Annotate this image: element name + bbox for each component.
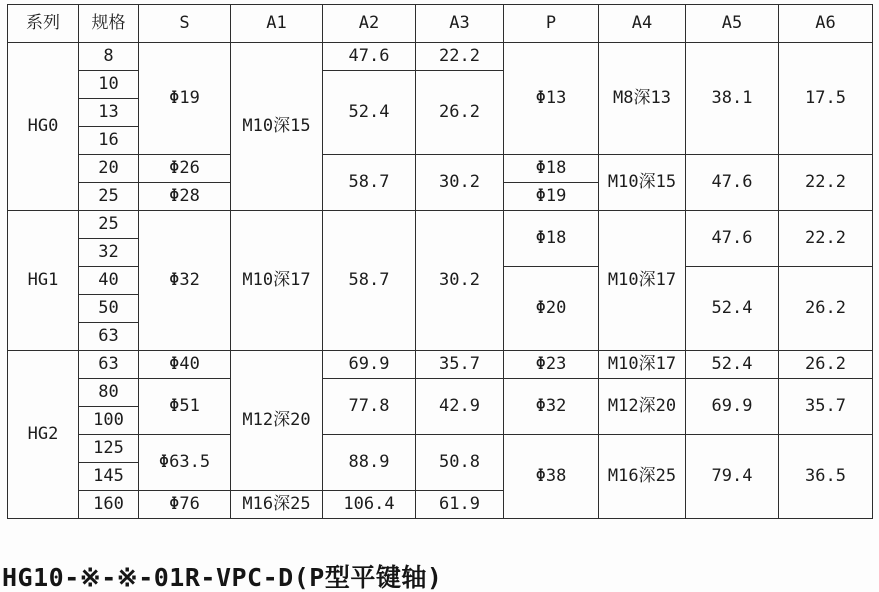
value-cell: M16深25 <box>231 491 323 519</box>
value-cell: 26.2 <box>779 267 873 351</box>
model-code-caption: HG10-※-※-01R-VPC-D(P型平键轴) <box>2 563 443 592</box>
table-row <box>8 435 873 463</box>
value-cell: 26.2 <box>416 71 504 155</box>
value-cell: Φ32 <box>139 211 231 351</box>
table-row <box>8 379 873 407</box>
spec-cell: 63 <box>79 323 139 351</box>
value-cell: Φ20 <box>504 267 599 351</box>
value-cell: M12深20 <box>599 379 686 435</box>
header-series: 系列 <box>8 5 79 43</box>
value-cell: M10深15 <box>599 155 686 211</box>
spec-cell: 8 <box>79 43 139 71</box>
value-cell: 35.7 <box>779 379 873 435</box>
value-cell: 52.4 <box>686 267 779 351</box>
spec-cell: 100 <box>79 407 139 435</box>
spec-cell: 145 <box>79 463 139 491</box>
value-cell: Φ76 <box>139 491 231 519</box>
value-cell: Φ19 <box>139 43 231 155</box>
table-row <box>8 43 873 71</box>
header-row <box>8 5 873 43</box>
spec-cell: 25 <box>79 183 139 211</box>
table-row <box>8 155 873 183</box>
value-cell: Φ19 <box>504 183 599 211</box>
value-cell: 30.2 <box>416 211 504 351</box>
header-a4: A4 <box>599 5 686 43</box>
value-cell: 52.4 <box>686 351 779 379</box>
value-cell: 47.6 <box>686 211 779 267</box>
value-cell: Φ38 <box>504 435 599 519</box>
value-cell: Φ13 <box>504 43 599 155</box>
value-cell: 69.9 <box>323 351 416 379</box>
table-row <box>8 351 873 379</box>
spec-cell: 10 <box>79 71 139 99</box>
spec-cell: 16 <box>79 127 139 155</box>
value-cell: Φ63.5 <box>139 435 231 491</box>
value-cell: Φ51 <box>139 379 231 435</box>
header-s: S <box>139 5 231 43</box>
spec-cell: 80 <box>79 379 139 407</box>
value-cell: 52.4 <box>323 71 416 155</box>
value-cell: 47.6 <box>686 155 779 211</box>
value-cell: Φ32 <box>504 379 599 435</box>
value-cell: 47.6 <box>323 43 416 71</box>
value-cell: M10深17 <box>231 211 323 351</box>
header-p: P <box>504 5 599 43</box>
value-cell: 42.9 <box>416 379 504 435</box>
value-cell: M10深17 <box>599 351 686 379</box>
value-cell: M16深25 <box>599 435 686 519</box>
header-a2: A2 <box>323 5 416 43</box>
value-cell: 36.5 <box>779 435 873 519</box>
spec-cell: 13 <box>79 99 139 127</box>
value-cell: 22.2 <box>416 43 504 71</box>
value-cell: 69.9 <box>686 379 779 435</box>
series-cell: HG1 <box>8 211 79 351</box>
spec-cell: 25 <box>79 211 139 239</box>
series-cell: HG0 <box>8 43 79 211</box>
value-cell: Φ40 <box>139 351 231 379</box>
series-cell: HG2 <box>8 351 79 519</box>
spec-cell: 50 <box>79 295 139 323</box>
value-cell: 22.2 <box>779 211 873 267</box>
value-cell: 50.8 <box>416 435 504 491</box>
value-cell: 79.4 <box>686 435 779 519</box>
value-cell: 17.5 <box>779 43 873 155</box>
value-cell: 30.2 <box>416 155 504 211</box>
value-cell: 61.9 <box>416 491 504 519</box>
header-a6: A6 <box>779 5 873 43</box>
value-cell: 58.7 <box>323 211 416 351</box>
spec-cell: 20 <box>79 155 139 183</box>
value-cell: 106.4 <box>323 491 416 519</box>
value-cell: 35.7 <box>416 351 504 379</box>
value-cell: Φ18 <box>504 211 599 267</box>
header-a1: A1 <box>231 5 323 43</box>
spec-cell: 40 <box>79 267 139 295</box>
header-a5: A5 <box>686 5 779 43</box>
spec-cell: 160 <box>79 491 139 519</box>
spec-cell: 125 <box>79 435 139 463</box>
header-a3: A3 <box>416 5 504 43</box>
value-cell: 77.8 <box>323 379 416 435</box>
value-cell: 58.7 <box>323 155 416 211</box>
value-cell: M12深20 <box>231 351 323 491</box>
header-spec: 规格 <box>79 5 139 43</box>
value-cell: 26.2 <box>779 351 873 379</box>
table-row <box>8 211 873 239</box>
value-cell: M10深15 <box>231 43 323 211</box>
spec-cell: 63 <box>79 351 139 379</box>
value-cell: M8深13 <box>599 43 686 155</box>
value-cell: Φ23 <box>504 351 599 379</box>
dimension-spec-table <box>7 4 873 519</box>
value-cell: 88.9 <box>323 435 416 491</box>
value-cell: 38.1 <box>686 43 779 155</box>
value-cell: Φ28 <box>139 183 231 211</box>
value-cell: Φ26 <box>139 155 231 183</box>
value-cell: Φ18 <box>504 155 599 183</box>
value-cell: 22.2 <box>779 155 873 211</box>
spec-cell: 32 <box>79 239 139 267</box>
value-cell: M10深17 <box>599 211 686 351</box>
